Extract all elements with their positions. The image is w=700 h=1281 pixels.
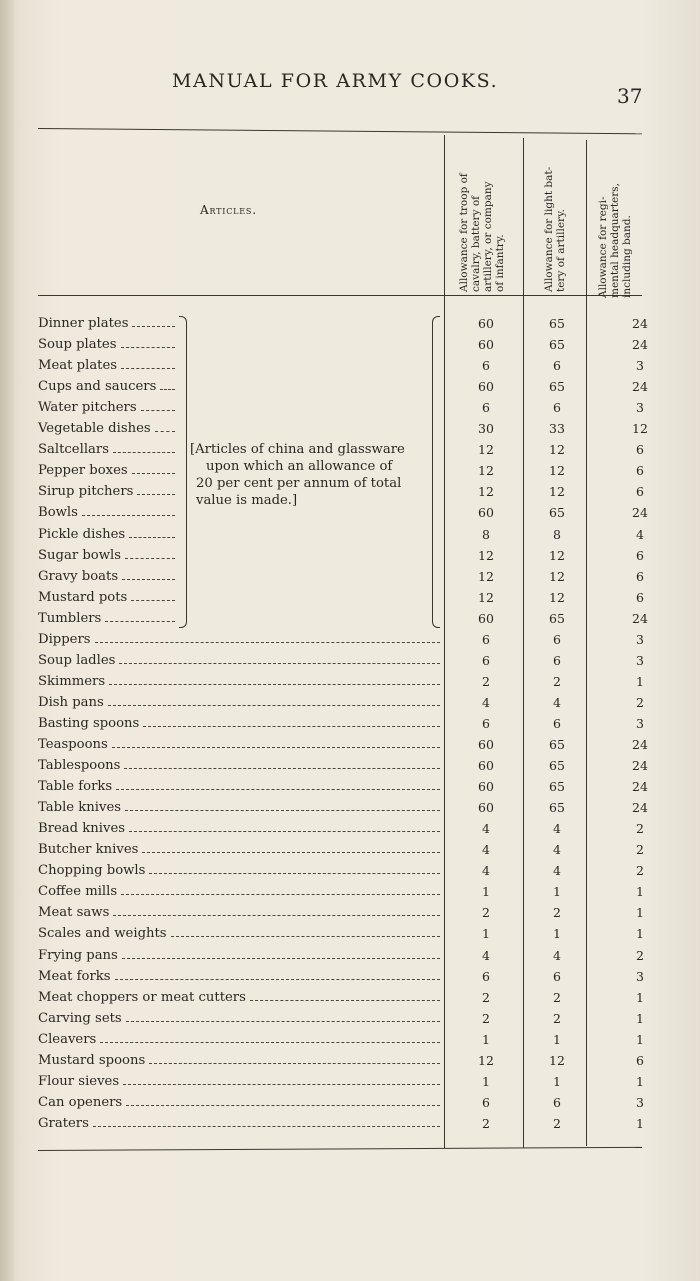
allowance-value-col1: 8	[482, 526, 490, 542]
dot-leader	[160, 389, 175, 390]
table-row	[0, 315, 700, 336]
table-row	[0, 1094, 700, 1115]
allowance-value-col3: 2	[636, 947, 644, 963]
dot-leader	[137, 494, 175, 495]
column-header-line: mental headquarters,	[609, 182, 621, 298]
allowance-value-col2: 6	[553, 968, 561, 984]
allowance-value-col2: 6	[553, 631, 561, 647]
dot-leader	[143, 726, 440, 727]
allowance-value-col2: 65	[549, 316, 565, 331]
dot-leader	[149, 1063, 440, 1064]
dot-leader	[108, 705, 440, 706]
allowance-value-col3: 1	[636, 1010, 644, 1026]
allowance-value-col3: 3	[636, 1094, 644, 1110]
table-row	[0, 420, 700, 441]
allowance-value-col1: 12	[478, 1052, 494, 1068]
allowance-value-col1: 60	[478, 758, 494, 774]
allowance-value-col2: 65	[549, 800, 565, 816]
table-row	[0, 694, 700, 715]
article-name: Meat choppers or meat cutters	[38, 989, 246, 1005]
dot-leader	[141, 410, 175, 411]
allowance-value-col3: 24	[632, 337, 648, 353]
allowance-value-col2: 2	[553, 905, 561, 921]
allowance-value-col3: 2	[636, 842, 644, 858]
table-row	[0, 526, 700, 547]
table-row	[0, 736, 700, 757]
article-name: Water pitchers	[38, 400, 137, 416]
article-name: Table forks	[38, 779, 113, 795]
dot-leader	[123, 1084, 440, 1085]
allowance-value-col2: 65	[549, 737, 565, 752]
table-row	[0, 989, 700, 1010]
article-name: Pepper boxes	[38, 463, 128, 479]
article-name: Sirup pitchers	[38, 484, 134, 500]
table-row	[0, 652, 700, 673]
allowance-value-col2: 12	[549, 463, 565, 479]
allowance-value-col1: 1	[482, 1031, 490, 1047]
table-row	[0, 1115, 700, 1136]
dot-leader	[121, 368, 175, 369]
table-row	[0, 378, 700, 399]
allowance-value-col2: 65	[549, 610, 565, 626]
allowance-value-col3: 1	[636, 884, 644, 900]
dot-leader	[171, 936, 440, 937]
allowance-value-col1: 60	[478, 610, 494, 626]
running-head: MANUAL FOR ARMY COOKS.	[172, 70, 499, 92]
article-name: Cleavers	[38, 1031, 97, 1047]
article-name: Meat plates	[38, 358, 118, 374]
allowance-value-col1: 4	[482, 842, 490, 858]
allowance-value-col3: 6	[636, 568, 644, 584]
allowance-value-col2: 4	[553, 947, 561, 963]
allowance-value-col3: 2	[636, 694, 644, 710]
article-name: Coffee mills	[38, 884, 118, 900]
dot-leader	[109, 684, 440, 685]
allowance-value-col1: 6	[482, 652, 490, 668]
allowance-value-col2: 1	[553, 1031, 561, 1047]
dot-leader	[122, 958, 440, 959]
allowance-value-col3: 24	[632, 316, 648, 331]
article-name: Cups and saucers	[38, 379, 157, 395]
dot-leader	[132, 473, 175, 474]
allowance-value-col3: 2	[636, 821, 644, 837]
dot-leader	[149, 873, 440, 874]
dot-leader	[95, 642, 440, 643]
table-row	[0, 336, 700, 357]
allowance-value-col2: 2	[553, 673, 561, 689]
table-row	[0, 547, 700, 568]
table-row	[0, 483, 700, 504]
allowance-value-col1: 60	[478, 737, 494, 752]
allowance-value-col2: 12	[549, 1052, 565, 1068]
table-row	[0, 757, 700, 778]
allowance-value-col2: 1	[553, 1073, 561, 1089]
allowance-value-col1: 60	[478, 800, 494, 816]
allowance-value-col2: 8	[553, 526, 561, 542]
allowance-value-col1: 2	[482, 1010, 490, 1026]
column-header-line: Allowance for troop of	[458, 173, 470, 292]
table-row	[0, 631, 700, 652]
column-header-line: artillery, or company	[482, 181, 494, 292]
table-row	[0, 862, 700, 883]
dot-leader	[124, 768, 440, 769]
article-name: Table knives	[38, 800, 122, 816]
column-header-line: Allowance for light bat-	[543, 166, 555, 292]
allowance-value-col1: 2	[482, 1115, 490, 1131]
allowance-value-col3: 4	[636, 526, 644, 542]
allowance-value-col1: 6	[482, 1094, 490, 1110]
article-name: Scales and weights	[38, 926, 167, 942]
allowance-value-col3: 1	[636, 1115, 644, 1131]
allowance-value-col1: 12	[478, 484, 494, 500]
header-bottom-rule	[38, 295, 642, 296]
article-name: Soup ladles	[38, 652, 116, 668]
allowance-value-col2: 1	[553, 926, 561, 942]
article-name: Soup plates	[38, 337, 117, 353]
table-row	[0, 441, 700, 462]
allowance-value-col3: 6	[636, 589, 644, 605]
table-row	[0, 1052, 700, 1073]
allowance-value-col3: 6	[636, 463, 644, 479]
allowance-value-col1: 6	[482, 968, 490, 984]
allowance-value-col3: 3	[636, 631, 644, 647]
allowance-value-col2: 12	[549, 484, 565, 500]
allowance-value-col1: 6	[482, 715, 490, 731]
table-row	[0, 1031, 700, 1052]
table-row	[0, 462, 700, 483]
article-name: Mustard pots	[38, 589, 128, 605]
table-row	[0, 968, 700, 989]
dot-leader	[82, 515, 175, 516]
table-row	[0, 820, 700, 841]
dot-leader	[250, 1000, 440, 1001]
allowance-value-col3: 3	[636, 400, 644, 416]
dot-leader	[121, 894, 440, 895]
allowance-value-col2: 4	[553, 842, 561, 858]
table-row	[0, 778, 700, 799]
article-name: Dish pans	[38, 694, 104, 710]
article-name: Frying pans	[38, 947, 118, 963]
allowance-value-col2: 6	[553, 400, 561, 416]
allowance-value-col2: 12	[549, 568, 565, 584]
allowance-value-col1: 60	[478, 379, 494, 395]
allowance-value-col2: 2	[553, 989, 561, 1005]
allowance-value-col2: 4	[553, 863, 561, 879]
allowance-value-col1: 2	[482, 989, 490, 1005]
dot-leader	[129, 831, 440, 832]
column-header-regimental-hq	[597, 183, 633, 298]
column-header-line: cavalry, battery of	[470, 195, 482, 292]
article-name: Butcher knives	[38, 842, 139, 858]
allowance-value-col1: 12	[478, 463, 494, 479]
column-header-troop	[458, 173, 506, 292]
allowance-value-col3: 24	[632, 800, 648, 816]
table-row	[0, 715, 700, 736]
allowance-value-col2: 65	[549, 379, 565, 395]
article-name: Pickle dishes	[38, 526, 126, 542]
column-header-line: including band.	[621, 215, 633, 298]
allowance-value-col1: 12	[478, 442, 494, 458]
dot-leader	[129, 537, 175, 538]
allowance-value-col2: 12	[549, 547, 565, 563]
allowance-value-col1: 12	[478, 547, 494, 563]
allowance-value-col3: 24	[632, 737, 648, 752]
allowance-value-col1: 6	[482, 400, 490, 416]
article-name: Teaspoons	[38, 737, 108, 752]
column-header-line: Allowance for regi-	[597, 196, 609, 298]
allowance-value-col3: 1	[636, 1031, 644, 1047]
dot-leader	[100, 1042, 440, 1043]
allowance-value-col3: 6	[636, 484, 644, 500]
article-name: Dinner plates	[38, 316, 129, 331]
allowance-value-col3: 1	[636, 1073, 644, 1089]
dot-leader	[121, 347, 176, 348]
allowance-value-col3: 24	[632, 379, 648, 395]
allowance-value-col1: 4	[482, 863, 490, 879]
table-row	[0, 883, 700, 904]
allowance-value-col2: 65	[549, 779, 565, 795]
allowance-value-col3: 1	[636, 673, 644, 689]
article-name: Saltcellars	[38, 442, 109, 458]
dot-leader	[93, 1126, 440, 1127]
allowance-value-col1: 4	[482, 821, 490, 837]
article-name: Mustard spoons	[38, 1052, 146, 1068]
allowance-value-col3: 1	[636, 905, 644, 921]
dot-leader	[126, 1105, 440, 1106]
allowance-value-col3: 3	[636, 358, 644, 374]
article-name: Graters	[38, 1115, 89, 1131]
note-line: [Articles of china and glassware	[190, 442, 405, 457]
dot-leader	[155, 431, 175, 432]
table-row	[0, 504, 700, 525]
dot-leader	[122, 579, 175, 580]
article-name: Bread knives	[38, 821, 126, 837]
allowance-value-col2: 12	[549, 442, 565, 458]
allowance-value-col1: 12	[478, 568, 494, 584]
allowance-value-col1: 6	[482, 631, 490, 647]
allowance-value-col1: 6	[482, 358, 490, 374]
allowance-value-col1: 2	[482, 673, 490, 689]
table-row	[0, 1010, 700, 1031]
allowance-value-col3: 6	[636, 547, 644, 563]
dot-leader	[125, 558, 175, 559]
allowance-value-col3: 12	[632, 421, 648, 437]
table-row	[0, 904, 700, 925]
allowance-value-col2: 65	[549, 758, 565, 774]
allowance-value-col1: 60	[478, 779, 494, 795]
allowance-value-col1: 4	[482, 694, 490, 710]
allowance-value-col2: 2	[553, 1115, 561, 1131]
articles-header: Articles.	[200, 203, 257, 217]
allowance-value-col2: 4	[553, 694, 561, 710]
dot-leader	[131, 600, 175, 601]
article-name: Basting spoons	[38, 715, 140, 731]
allowance-value-col3: 3	[636, 715, 644, 731]
table-row	[0, 589, 700, 610]
allowance-value-col1: 1	[482, 884, 490, 900]
dot-leader	[115, 979, 440, 980]
dot-leader	[116, 789, 440, 790]
column-header-line: tery of artillery.	[555, 209, 567, 292]
article-name: Meat saws	[38, 905, 110, 921]
note-line: 20 per cent per annum of total	[196, 476, 402, 491]
allowance-value-col2: 1	[553, 884, 561, 900]
allowance-value-col1: 30	[478, 421, 494, 437]
dot-leader	[119, 663, 440, 664]
allowance-value-col2: 2	[553, 1010, 561, 1026]
table-row	[0, 1073, 700, 1094]
column-header-light-battery	[543, 167, 567, 292]
article-name: Flour sieves	[38, 1073, 120, 1089]
table-bottom-rule	[38, 1147, 642, 1151]
page-number: 37	[617, 84, 643, 108]
allowance-value-col1: 4	[482, 947, 490, 963]
article-name: Skimmers	[38, 673, 106, 689]
article-name: Tablespoons	[38, 758, 121, 774]
article-name: Tumblers	[38, 610, 102, 626]
dot-leader	[132, 326, 175, 327]
allowance-value-col3: 1	[636, 926, 644, 942]
column-header-line: of infantry.	[494, 234, 506, 292]
dot-leader	[105, 621, 175, 622]
allowance-value-col2: 4	[553, 821, 561, 837]
allowance-value-col1: 60	[478, 505, 494, 521]
article-name: Carving sets	[38, 1010, 122, 1026]
dot-leader	[125, 810, 440, 811]
allowance-value-col2: 6	[553, 652, 561, 668]
allowance-value-col2: 12	[549, 589, 565, 605]
allowance-value-col1: 2	[482, 905, 490, 921]
allowance-value-col3: 24	[632, 758, 648, 774]
table-row	[0, 799, 700, 820]
allowance-value-col2: 6	[553, 715, 561, 731]
article-name: Can openers	[38, 1094, 123, 1110]
allowance-value-col1: 12	[478, 589, 494, 605]
allowance-value-col3: 3	[636, 652, 644, 668]
table-row	[0, 925, 700, 946]
table-row	[0, 673, 700, 694]
note-line: value is made.]	[196, 493, 298, 508]
article-name: Sugar bowls	[38, 547, 121, 563]
table-row	[0, 357, 700, 378]
dot-leader	[113, 915, 440, 916]
table-row	[0, 841, 700, 862]
article-name: Bowls	[38, 505, 78, 521]
allowance-value-col3: 3	[636, 968, 644, 984]
article-name: Vegetable dishes	[38, 421, 151, 437]
allowance-value-col3: 2	[636, 863, 644, 879]
allowance-value-col2: 6	[553, 1094, 561, 1110]
allowance-value-col1: 60	[478, 316, 494, 331]
table-row	[0, 568, 700, 589]
allowance-value-col3: 6	[636, 1052, 644, 1068]
dot-leader	[142, 852, 440, 853]
allowance-value-col1: 1	[482, 926, 490, 942]
article-name: Chopping bowls	[38, 863, 146, 879]
allowance-value-col2: 33	[549, 421, 565, 437]
allowance-value-col1: 60	[478, 337, 494, 353]
dot-leader	[113, 452, 175, 453]
article-name: Meat forks	[38, 968, 111, 984]
allowance-value-col2: 6	[553, 358, 561, 374]
allowance-value-col2: 65	[549, 337, 565, 353]
allowance-value-col3: 6	[636, 442, 644, 458]
allowance-value-col2: 65	[549, 505, 565, 521]
allowance-value-col3: 1	[636, 989, 644, 1005]
allowance-value-col3: 24	[632, 779, 648, 795]
table-top-rule	[38, 128, 642, 134]
article-name: Dippers	[38, 631, 91, 647]
article-name: Gravy boats	[38, 568, 119, 584]
allowance-value-col3: 24	[632, 610, 648, 626]
table-row	[0, 399, 700, 420]
table-row	[0, 947, 700, 968]
table-row	[0, 610, 700, 631]
dot-leader	[112, 747, 440, 748]
note-line: upon which an allowance of	[206, 459, 393, 474]
dot-leader	[126, 1021, 440, 1022]
allowance-value-col1: 1	[482, 1073, 490, 1089]
allowance-value-col3: 24	[632, 505, 648, 521]
